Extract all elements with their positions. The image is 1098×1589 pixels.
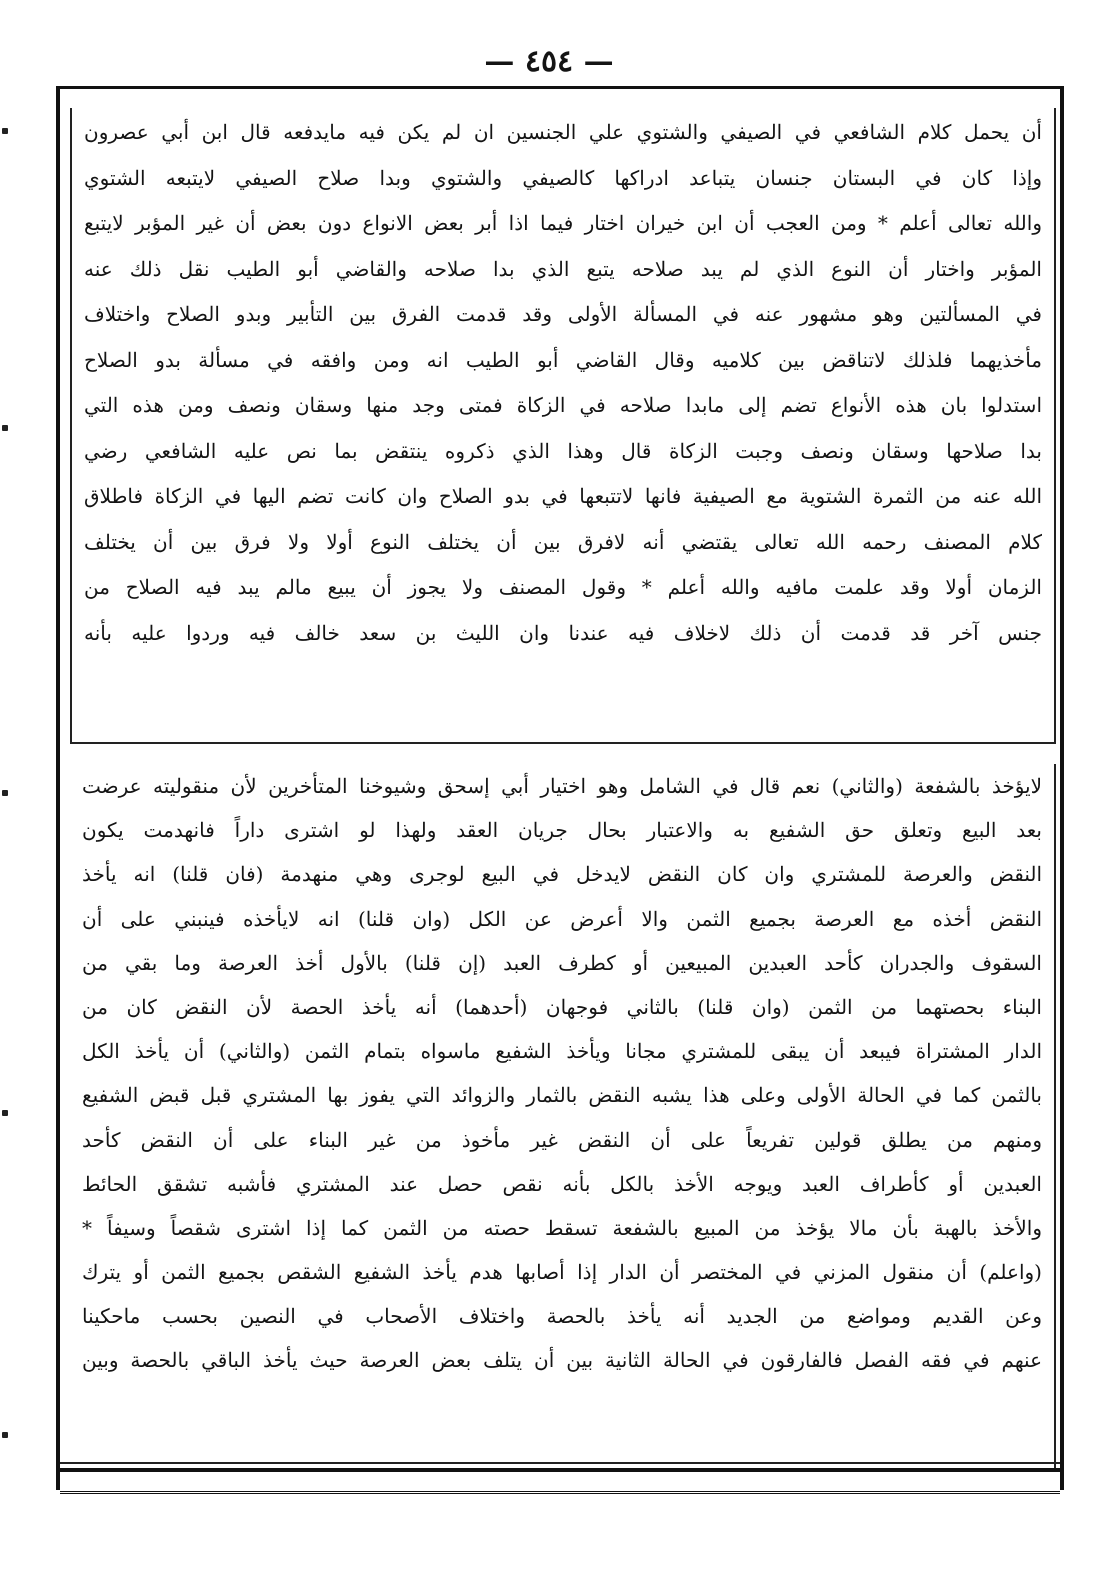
text-line: السقوف والجدران كأحد العبدين المبيعين أو كطرف العبد (إن قلنا) بالأول أخذ العرصة وما بقي من <box>82 950 1042 975</box>
text-line: الزمان أولا وقد علمت مافيه والله أعلم * وقول المصنف ولا يجوز أن يبيع مالم يبد فيه الصلاح من <box>84 575 1042 599</box>
margin-mark <box>2 1110 8 1116</box>
text-line: مأخذيهما فلذلك لاتناقض بين كلاميه وقال القاضي أبو الطيب انه ومن وافقه في مسألة بدو الصلاح <box>84 347 1042 372</box>
text-line: وإذا كان في البستان جنسان يتباعد ادراكها كالصيفي والشتوي وبدا صلاح الصيفي لايتبعه الشتوي <box>84 165 1042 190</box>
text-line: استدلوا بان هذه الأنواع تضم إلى مابدا صلاحه في الزكاة فمتى وجد منها وسقان ونصف ومن هذه التي <box>84 393 1042 417</box>
text-line: الدار المشتراة فيبعد أن يبقى للمشتري مجانا ويأخذ الشفيع ماسواه بتمام الثمن (والثاني) أن يأخذ الكل <box>82 1039 1042 1064</box>
margin-mark <box>2 425 8 431</box>
text-line: أن يحمل كلام الشافعي في الصيفي والشتوي علي الجنسين ان لم يكن فيه مايدفعه قال ابن أبي عصرون <box>84 120 1042 144</box>
text-line: في المسألتين وهو مشهور عنه في المسألة الأولى وقد قدمت الفرق بين التأبير وبدو الصلاح واختلاف <box>84 302 1042 326</box>
text-line: ومنهم من يطلق قولين تفريعاً على أن النقض غير مأخوذ من غير البناء على أن النقض كأحد <box>82 1127 1042 1152</box>
bottom-rule-thick <box>60 1468 1060 1472</box>
text-line: (واعلم) أن منقول المزني في المختصر أن الدار إذا أصابها هدم يأخذ الشفيع الشقص بجميع الثمن أو يترك <box>82 1260 1042 1285</box>
text-line: والأخذ بالهبة بأن مالا يؤخذ من المبيع بالشفعة تسقط حصته من الثمن كما إذا اشترى شقصاً وسيفاً * <box>82 1215 1042 1240</box>
text-line: بدا صلاحها وسقان ونصف وجبت الزكاة قال وهذا الذي ذكروه ينتقض بما نص عليه الشافعي رضي <box>84 438 1042 463</box>
upper-text-block <box>70 108 1056 744</box>
margin-mark <box>2 1432 8 1438</box>
text-line: النقض والعرصة للمشتري وان كان النقض لايدخل في البيع لوجرى وهي منهدمة (فان قلنا) انه يأخذ <box>82 862 1042 887</box>
text-line: النقض أخذه مع العرصة بجميع الثمن والا أعرض عن الكل (وان قلنا) انه لايأخذه فينبني على أن <box>82 906 1042 931</box>
lower-text-block <box>70 764 1056 1470</box>
text-line: عنهم في فقه الفصل فالفارقون في الحالة الثانية بين أن يتلف بعض العرصة حيث يأخذ الباقي بالحصة وبين <box>82 1348 1042 1373</box>
text-line: جنس آخر قد قدمت أن ذلك لاخلاف فيه عندنا وان الليث بن سعد خالف فيه وردوا عليه بأنه <box>84 620 1042 645</box>
text-line: وعن القديم ومواضع من الجديد أنه يأخذ بالحصة واختلاف الأصحاب في النصين بحسب ماحكينا <box>82 1304 1042 1329</box>
text-line: العبدين أو كأطراف العبد ويوجه الأخذ بالكل بأنه نقص حصل عند المشتري فأشبه تشقق الحائط <box>82 1171 1042 1196</box>
text-line: الله عنه من الثمرة الشتوية مع الصيفية فانها لاتتبعها في بدو الصلاح وان كانت تضم اليها في الزكاة فاطلاق <box>84 484 1042 508</box>
margin-mark <box>2 790 8 796</box>
text-line: بالثمن كما في الحالة الأولى وعلى هذا يشبه النقض بالثمار والزوائد التي يفوز بها المشتري قبل قبض الشفيع <box>82 1083 1042 1108</box>
margin-mark <box>2 128 8 134</box>
text-line: والله تعالى أعلم * ومن العجب أن ابن خيران اختار فيما اذا أبر بعض الانواع دون بعض أن غير المؤبر لايتبع <box>84 211 1042 235</box>
bottom-rule <box>60 1462 1060 1464</box>
text-line: البناء بحصتهما من الثمن (وان قلنا) بالثاني فوجهان (أحدهما) أنه يأخذ الحصة لأن النقض كان من <box>82 994 1042 1019</box>
text-line: لايؤخذ بالشفعة (والثاني) نعم قال في الشامل وهو اختيار أبي إسحق وشيوخنا المتأخرين لأن منقوليته عرضت <box>82 774 1042 798</box>
text-line: كلام المصنف رحمه الله تعالى يقتضي أنه لافرق بين أن يختلف النوع أولا ولا فرق بين أن يختلف <box>84 529 1042 554</box>
page-number: — ٤٥٤ — <box>484 44 614 79</box>
text-line: المؤبر واختار أن النوع الذي لم يبد صلاحه يتبع الذي بدا صلاحه والقاضي أبو الطيب نقل ذلك عنه <box>84 256 1042 281</box>
text-line: بعد البيع وتعلق حق الشفيع به والاعتبار بحال جريان العقد ولهذا لو اشترى داراً فانهدمت يكون <box>82 818 1042 843</box>
